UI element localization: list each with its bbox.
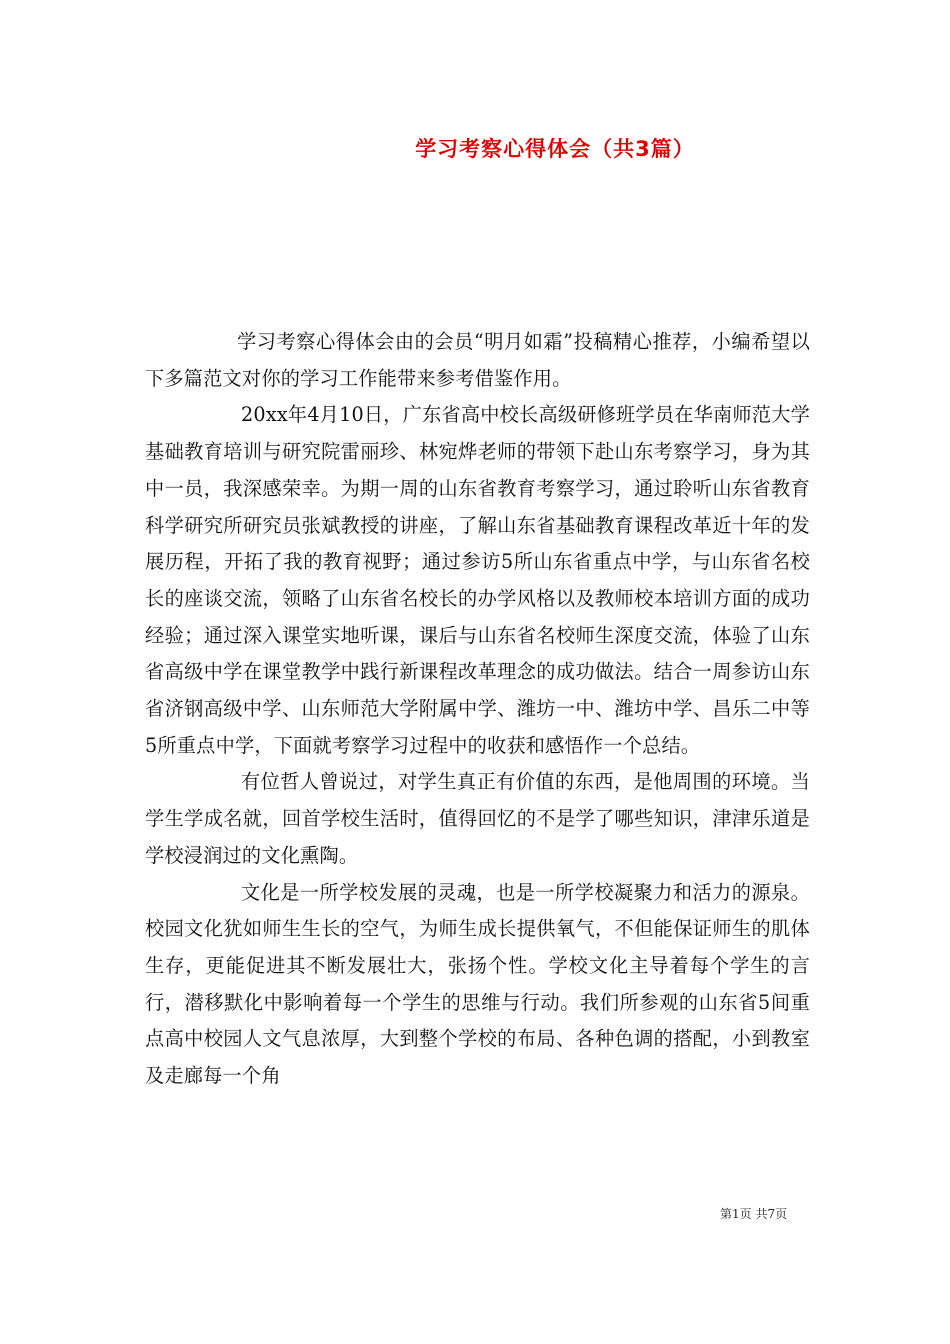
paragraph-intro: 学习考察心得体会由的会员“明月如霜”投稿精心推荐，小编希望以下多篇范文对你的学习工作能带来参考借鉴作用。 [145,330,810,390]
paragraph-visit-summary: 20xx年4月10日，广东省高中校长高级研修班学员在华南师范大学基础教育培训与研究院雷丽珍、林宛烨老师的带领下赴山东考察学习，身为其中一员，我深感荣幸。为期一周的山东省教育考察学习，通过聆听山东省教育科学研究所研究员张斌教授的讲座，了解山东省基础教育课程改革近十年的发展历程，开拓了我的教育视野；通过参访5所山东省重点中学，与山东省名校长的座谈交流，领略了山东省名校长的办学风格以及教师校本培训方面的成功经验；通过深入课堂实地听课，课后与山东省名校师生深度交流，体验了山东省高级中学在课堂教学中践行新课程改革理念的成功做法。结合一周参访山东省济钢高级中学、山东师范大学附属中学、潍坊一中、潍坊中学、昌乐二中等5所重点中学，下面就考察学习过程中的收获和感悟作一个总结。 [145,403,810,757]
paragraph-philosopher-quote: 有位哲人曾说过，对学生真正有价值的东西，是他周围的环境。当学生学成名就，回首学校生活时，值得回忆的不是学了哪些知识，津津乐道是学校浸润过的文化熏陶。 [145,770,810,867]
document-title: 学习考察心得体会（共3篇） [415,137,695,161]
page-number-footer: 第1页 共7页 [720,1207,788,1221]
paragraph-school-culture: 文化是一所学校发展的灵魂，也是一所学校凝聚力和活力的源泉。校园文化犹如师生生长的空气，为师生成长提供氧气，不但能保证师生的肌体生存，更能促进其不断发展壮大，张扬个性。学校文化主导着每个学生的言行，潜移默化中影响着每一个学生的思维与行动。我们所参观的山东省5间重点高中校园人文气息浓厚，大到整个学校的布局、各种色调的搭配，小到教室及走廊每一个角 [145,880,810,1088]
document-body [145,324,810,1095]
